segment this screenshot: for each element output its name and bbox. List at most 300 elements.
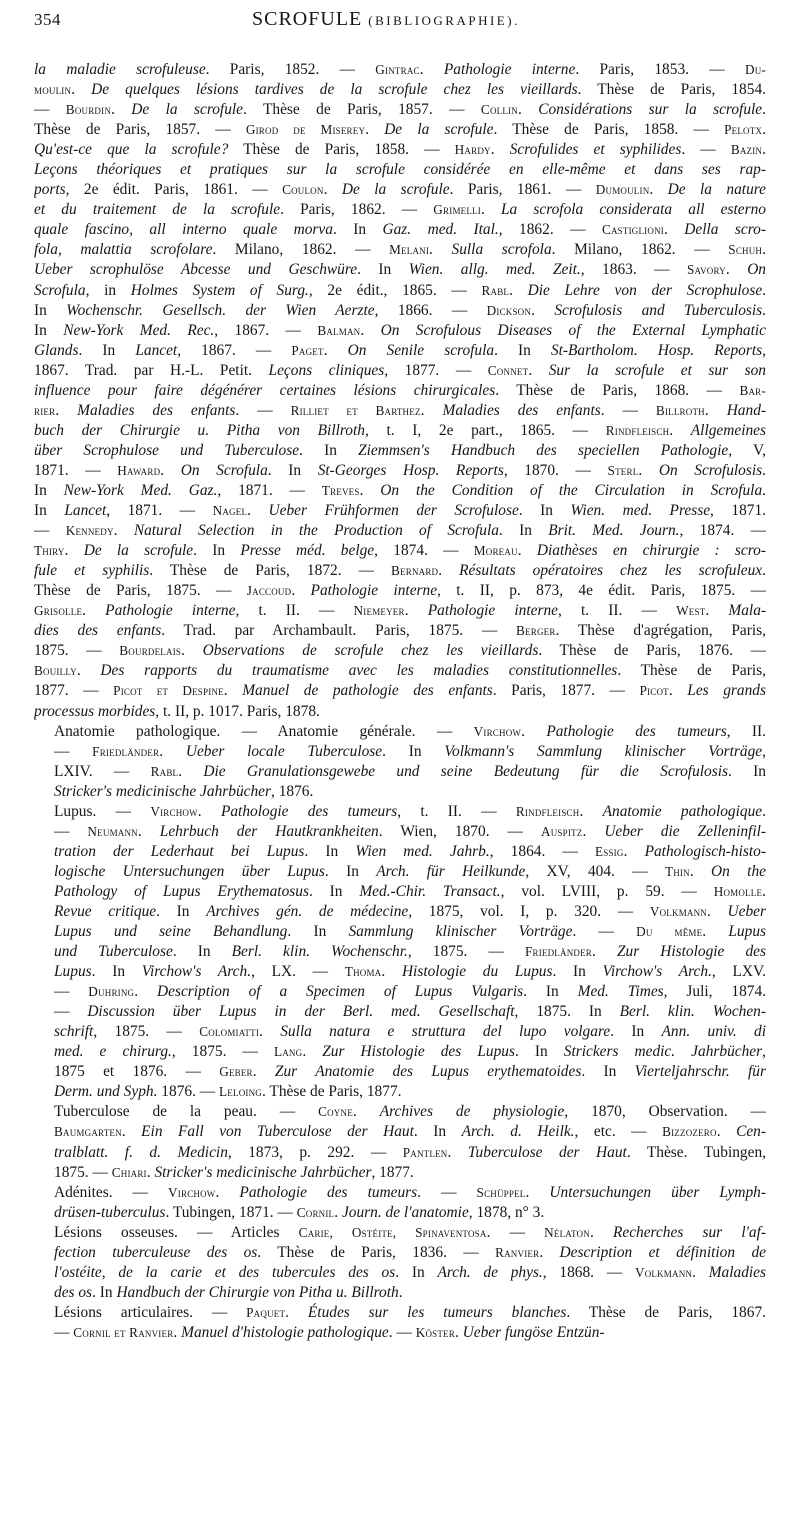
work-title: Untersuchungen über Lymph- — [549, 1183, 766, 1201]
author-name: West — [676, 603, 706, 619]
text-line — [34, 260, 766, 280]
citation-text: — — [54, 742, 93, 760]
citation-text: . — [480, 201, 501, 219]
citation-text: , 1876. — [271, 782, 314, 800]
work-title: la maladie scrofuleuse — [34, 61, 206, 78]
author-name: Bourdin — [65, 102, 112, 118]
citation-text: , 1862. — — [498, 221, 602, 239]
citation-text: . — [669, 421, 691, 439]
author-name: Melani — [389, 242, 430, 258]
citation-text: . In — [552, 963, 603, 981]
bibliography-body — [34, 60, 766, 1343]
citation-text: . Thèse. Tubingen, — [626, 1143, 766, 1161]
text-line — [34, 1163, 766, 1183]
work-title: Volkmann's Sammlung klinischer Vorträge — [444, 742, 763, 760]
text-line — [34, 1263, 766, 1283]
citation-text: . Wien, 1870. — — [378, 822, 541, 840]
citation-text: . — [285, 1303, 308, 1321]
work-title: Ueber scrophulöse Abcesse und Geschwüre — [34, 261, 358, 279]
citation-text: . — — [388, 1323, 416, 1341]
citation-text: . — [146, 1163, 155, 1181]
citation-text: . — [252, 1063, 275, 1081]
work-title: Pathologie interne — [310, 582, 438, 600]
citation-text: . — [438, 562, 460, 580]
citation-text: . — [173, 1323, 182, 1341]
work-title: Les grands — [687, 682, 766, 700]
author-name: Castiglioni — [601, 222, 664, 238]
citation-text: . — — [417, 1183, 477, 1201]
work-title: Journ. de l'anatomie — [341, 1203, 469, 1221]
work-title: Diathèses en chirurgie : scro- — [536, 542, 766, 560]
work-title: Glands — [34, 341, 79, 359]
text-line — [34, 702, 766, 722]
work-title: De la nature — [667, 181, 766, 199]
text-line — [34, 120, 766, 140]
citation-text: . — [638, 461, 659, 479]
author-name: Du- — [744, 62, 766, 77]
work-title: fola, malattia scrofolare — [34, 241, 213, 259]
author-name: Dumoulin — [595, 182, 650, 198]
work-title: Description et définition de — [559, 1243, 766, 1261]
text-line — [34, 561, 766, 581]
author-name: Rindfleisch — [515, 803, 580, 819]
citation-text: . — [159, 742, 186, 760]
text-line — [34, 401, 766, 421]
citation-text: . — [215, 1183, 240, 1201]
work-title: Résultats opératoires chez les scrofuleux — [459, 562, 763, 580]
citation-text: . — [762, 461, 766, 479]
citation-text: — — [34, 101, 66, 119]
text-line — [34, 321, 766, 341]
author-name: Bar- — [739, 382, 766, 398]
running-title-subtitle: (BIBLIOGRAPHIE). — [368, 13, 520, 28]
text-line — [34, 140, 766, 160]
work-title: Della scro- — [684, 221, 766, 239]
citation-text: , in — [85, 281, 131, 299]
citation-text: , XV, 404. — — [525, 862, 665, 880]
citation-text: , t. II, p. 873, 4e édit. Paris, 1875. — — [437, 582, 766, 600]
work-title: Arch. d. Heilk. — [461, 1123, 575, 1141]
author-name: Grisolle — [34, 603, 83, 619]
citation-text: . — [197, 802, 221, 820]
author-name: Thiry — [34, 543, 65, 559]
author-name: Du même — [636, 924, 703, 940]
text-line — [34, 1022, 766, 1042]
citation-text: . — [381, 963, 402, 981]
author-name: Picot — [639, 683, 669, 699]
citation-text: . — [76, 662, 101, 680]
author-name: Volkmann — [634, 1264, 693, 1280]
text-line — [34, 722, 766, 742]
text-line — [34, 541, 766, 561]
citation-text: . — [359, 481, 381, 499]
author-name: Köster — [415, 1324, 455, 1340]
citation-text: . — [668, 682, 688, 700]
citation-text: . — [291, 582, 311, 600]
work-title: Pathologie interne — [105, 602, 236, 620]
work-title: drüsen-tuberculus — [54, 1203, 166, 1221]
citation-text: . — [323, 181, 342, 199]
citation-text: . In — [172, 943, 232, 961]
citation-text: . — [762, 562, 766, 580]
work-title: dies des enfants — [34, 622, 162, 640]
citation-text: . In — [494, 341, 551, 359]
work-title: Pathologie des tumeurs — [546, 722, 727, 740]
citation-text: , 1873, p. 292. — — [227, 1143, 403, 1161]
author-name: Ranvier — [495, 1244, 540, 1260]
citation-text: , t. II. — — [235, 602, 354, 620]
text-line — [34, 521, 766, 541]
text-line — [34, 1082, 766, 1102]
work-title: buch der Chirurgie u. Pitha von Billroth — [34, 421, 365, 439]
author-name: Paget — [291, 342, 324, 358]
author-name: Thin — [664, 863, 690, 879]
citation-text: , 1874. — — [679, 522, 766, 540]
author-name: Neumann — [87, 823, 138, 839]
work-title: Scrofula — [34, 281, 86, 299]
author-name: Geber — [219, 1064, 253, 1080]
work-title: Ziemmsen's Handbuch des speciellen Pathologie — [358, 441, 729, 459]
author-name: Grimelli — [433, 202, 481, 218]
work-title: Manuel de pathologie des enfants — [242, 682, 493, 700]
text-line — [34, 1283, 766, 1303]
citation-text: . — [178, 762, 204, 780]
author-name: Bouilly — [34, 663, 77, 679]
text-line — [34, 621, 766, 641]
author-name: Balman — [317, 322, 361, 338]
text-line — [34, 601, 766, 621]
work-title: Scrofulosis and Tuberculosis — [554, 301, 763, 319]
work-title: Handbuch der Chirurgie von Pitha u. Billroth — [116, 1283, 399, 1301]
citation-text: , 2e édit., 1865. — — [308, 281, 482, 299]
work-title: St-Bartholom. Hosp. Reports — [550, 341, 763, 359]
work-title: Pathology of Lupus Erythematosus — [54, 882, 309, 900]
author-name: Picot et Despine — [113, 683, 224, 699]
text-line — [34, 1223, 766, 1243]
citation-text: Lupus. — — [54, 802, 151, 820]
citation-text: , 1878, n° 3. — [468, 1203, 545, 1221]
citation-text: . — [589, 1223, 613, 1241]
work-title: Histologie du Lupus — [401, 963, 553, 981]
work-title: et du traitement de la scrofule — [34, 201, 281, 219]
text-line — [34, 1062, 766, 1082]
work-title: des os — [54, 1283, 93, 1301]
citation-text: . — — [235, 401, 291, 419]
citation-text: — — [34, 522, 66, 540]
text-line — [34, 822, 766, 842]
work-title: ports — [34, 181, 66, 199]
citation-text: . In — [193, 542, 241, 560]
work-title: Allgemeines — [690, 421, 766, 439]
author-name: Hardy — [454, 142, 491, 158]
citation-text: Lésions osseuses. — Articles — [54, 1223, 299, 1241]
text-line — [34, 1323, 766, 1343]
work-title: med. e chirurg. — [54, 1043, 172, 1061]
citation-text: , 1863. — — [580, 261, 687, 279]
author-name: Schüppel — [476, 1184, 526, 1200]
citation-text: 1871. — — [34, 461, 118, 479]
work-title: Die Granulationsgewebe und seine Bedeutung für die Scrofulosis — [203, 762, 729, 780]
author-name: Sterl — [607, 462, 639, 478]
citation-text: . — [429, 241, 452, 259]
citation-text: . — [528, 361, 549, 379]
work-title: Tuberculose der Haut — [467, 1143, 627, 1161]
citation-text: . — [137, 822, 160, 840]
work-title: Ueber Frühformen der Scrofulose — [268, 502, 519, 520]
citation-text: . Paris, 1853. — — [575, 61, 745, 78]
citation-text: . — [447, 1143, 468, 1161]
citation-text: . — [704, 401, 727, 419]
citation-text: . — [302, 1043, 323, 1061]
citation-text: , 1871. — [710, 502, 766, 520]
work-title: On Scrofulosis — [658, 461, 763, 479]
citation-text: . Milano, 1862. — — [551, 241, 729, 259]
citation-text: . — [705, 602, 729, 620]
work-title: logische Untersuchungen über Lupus — [54, 862, 325, 880]
running-title — [184, 8, 766, 31]
citation-text: . In — [308, 882, 360, 900]
citation-text: . — [762, 241, 766, 259]
citation-text: . — [592, 943, 617, 961]
text-line — [34, 220, 766, 240]
bibliography-paragraph — [34, 1303, 766, 1343]
author-name: Nélaton — [544, 1224, 590, 1240]
author-name: rier — [34, 402, 56, 418]
work-title: St-Georges Hosp. Reports — [317, 461, 504, 479]
citation-text: . — [579, 802, 603, 820]
text-line — [34, 421, 766, 441]
work-title: De quelques lésions tardives de la scrofule chez les vieillards — [91, 81, 578, 99]
citation-text: . — [707, 902, 728, 920]
running-title-main: SCROFULE — [252, 8, 363, 30]
citation-text: , Juli, 1874. — [663, 983, 766, 1001]
work-title: Berl. klin. Wochen- — [619, 1003, 766, 1021]
author-name: Haward — [117, 462, 161, 478]
citation-text: , 1870, Observation. — — [564, 1103, 766, 1121]
citation-text: , LXV. — [711, 963, 766, 981]
work-title: On — [747, 261, 766, 279]
author-name: Coulon — [282, 182, 324, 198]
author-name: Connet — [487, 362, 529, 378]
citation-text: . In — [92, 1283, 117, 1301]
citation-text: In — [34, 481, 64, 499]
citation-text: 1875. — — [54, 1163, 112, 1181]
work-title: Lupus und seine Behandlung — [54, 923, 288, 941]
citation-text: , 1867. — — [177, 341, 292, 359]
citation-text: , V, — [728, 441, 766, 459]
citation-text: . In — [324, 862, 377, 880]
citation-text: . — [762, 101, 766, 119]
work-title: New-York Med. Gaz. — [63, 481, 218, 499]
work-title: Wien. allg. med. Zeit. — [408, 261, 581, 279]
citation-text: , 1877. — [371, 1163, 414, 1181]
author-name: Treves — [321, 482, 360, 498]
text-line — [34, 461, 766, 481]
work-title: Arch. de phys. — [437, 1263, 543, 1281]
bibliography-paragraph — [34, 60, 766, 722]
citation-text: 1877. — — [34, 682, 114, 700]
work-title: Pathologisch-histo- — [644, 842, 766, 860]
citation-text: Thèse de Paris, 1875. — — [34, 582, 247, 600]
work-title: Strickers medic. Jahrbücher — [563, 1043, 763, 1061]
citation-text: . — [649, 181, 668, 199]
citation-text: . In — [382, 742, 445, 760]
text-line — [34, 281, 766, 301]
citation-text: . In — [581, 1063, 635, 1081]
work-title: Zur Anatomie des Lupus erythematoides — [274, 1063, 582, 1081]
work-title: Lancet — [135, 341, 178, 359]
running-header — [34, 8, 766, 54]
text-line — [34, 240, 766, 260]
work-title: Berl. klin. Wochenschr. — [231, 943, 408, 961]
citation-text: . — [762, 121, 766, 139]
work-title: fection tuberculeuse des os — [54, 1243, 258, 1261]
author-name: Rilliet et Barthez — [290, 402, 421, 418]
author-name: Rabl — [150, 763, 179, 779]
work-title: Scrofulides et syphilides — [509, 141, 682, 159]
citation-text: . — [539, 1243, 560, 1261]
citation-text: . In — [610, 1023, 662, 1041]
work-title: Recherches sur l'af- — [612, 1223, 766, 1241]
work-title: Lupus — [54, 963, 92, 981]
work-title: processus morbides — [34, 702, 156, 720]
citation-text: . — — [572, 923, 637, 941]
work-title: Leçons théoriques et pratiques sur la scrofule considérée en elle-même et dans ses rap- — [34, 161, 766, 179]
work-title: Ann. univ. di — [661, 1023, 766, 1041]
citation-text: Lésions articulaires. — — [54, 1303, 247, 1321]
author-name: Jaccoud — [246, 583, 292, 599]
text-line — [34, 1303, 766, 1323]
citation-text: . — [716, 1123, 737, 1141]
work-title: Sulla natura e struttura del lupo volgare — [280, 1023, 611, 1041]
author-name: Girod de Miserey — [245, 122, 366, 138]
citation-text: , 1874. — — [374, 542, 474, 560]
work-title: Gaz. med. Ital. — [382, 221, 499, 239]
work-title: De la scrofule — [83, 542, 194, 560]
work-title: Sur la scrofule et sur son — [548, 361, 766, 379]
work-title: Sammlung klinischer Vorträge — [348, 923, 573, 941]
author-name: Essig — [594, 843, 624, 859]
work-title: Stricker's medicinische Jahrbücher — [54, 782, 271, 800]
work-title: Natural Selection in the Production of Scrofula — [133, 522, 499, 540]
citation-text: 1875. — — [34, 642, 120, 660]
work-title: Leçons cliniques — [268, 361, 385, 379]
author-name: Volkmann — [649, 903, 707, 919]
citation-text: . — [259, 1023, 281, 1041]
author-name: Thoma — [344, 964, 382, 980]
author-name: Carie, Ostéite, Spinaventosa — [298, 1224, 487, 1240]
work-title: Description of a Specimen of Lupus Vulgaris — [157, 983, 524, 1001]
citation-text: . Trad. par Archambault. Paris, 1875. — — [161, 622, 517, 640]
citation-text: . Paris, 1861. — — [449, 181, 596, 199]
citation-text: . — [121, 1123, 142, 1141]
work-title: Manuel d'histologie pathologique — [181, 1323, 389, 1341]
work-title: Wochenschr. Gesellsch. der Wien Aerzte — [66, 301, 375, 319]
work-title: Med.-Chir. Transact. — [359, 882, 501, 900]
author-name: Moreau — [473, 543, 518, 559]
citation-text: . — [517, 101, 539, 119]
author-name: Duhring — [88, 984, 135, 1000]
citation-text: . Thèse de Paris, 1836. — — [257, 1243, 496, 1261]
work-title: Stricker's medicinische Jahrbücher — [154, 1163, 372, 1181]
citation-text: . — [663, 221, 685, 239]
citation-text: . In — [78, 341, 136, 359]
text-line — [34, 681, 766, 701]
text-line — [34, 1183, 766, 1203]
work-title: Mala- — [728, 602, 766, 620]
citation-text: , t. I, 2e part., 1865. — — [364, 421, 606, 439]
citation-text: . Tubingen, 1871. — — [165, 1203, 297, 1221]
author-name: Rindfleisch — [605, 422, 670, 438]
citation-text: . Thèse de Paris, 1857. — — [243, 101, 481, 119]
author-name: Pelotx — [724, 122, 763, 138]
work-title: De la scrofule — [131, 101, 244, 119]
citation-text: . Thèse de Paris, 1858. — — [493, 121, 725, 139]
citation-text: . — [689, 862, 712, 880]
work-title: On the — [711, 862, 766, 880]
work-title: Des rapports du traumatisme avec les maladies constitutionnelles — [100, 662, 618, 680]
citation-text: . In — [514, 1043, 564, 1061]
work-title: l'ostéite, de la carie et des tubercules des os — [54, 1263, 396, 1281]
work-title: Ein Fall von Tuberculose der Haut — [141, 1123, 414, 1141]
bibliography-paragraph — [34, 802, 766, 1103]
author-name: Berger — [516, 623, 556, 639]
citation-text: . — — [486, 1223, 545, 1241]
text-line — [34, 762, 766, 782]
citation-text: , 1871. — — [106, 502, 213, 520]
citation-text: . — [420, 401, 443, 419]
citation-text: . — [762, 802, 766, 820]
citation-text: , — [762, 341, 766, 359]
citation-text: . In — [413, 1123, 462, 1141]
work-title: De la scrofule — [341, 181, 450, 199]
citation-text: , t. II. — — [397, 802, 516, 820]
author-name: Bazin — [730, 142, 763, 158]
citation-text: . — [247, 502, 269, 520]
work-title: On Senile scrofula — [347, 341, 495, 359]
citation-text: , vol. LVIII, p. 59. — — [500, 882, 714, 900]
work-title: La scrofola considerata all esterno — [500, 201, 766, 219]
work-title: Wien. med. Presse — [570, 502, 711, 520]
work-title: Maladies des enfants — [77, 401, 236, 419]
text-line — [34, 100, 766, 120]
author-name: Homolle — [713, 883, 763, 899]
citation-text: — — [54, 822, 88, 840]
citation-text: . — [725, 261, 748, 279]
citation-text: . — [334, 1203, 342, 1221]
work-title: quale fascino, all interno quale morva — [34, 221, 333, 239]
author-name: Cornil et Ranvier — [73, 1324, 174, 1340]
work-title: Derm. und Syph. — [54, 1083, 158, 1101]
citation-text: . — [181, 642, 203, 660]
citation-text: . — [521, 722, 547, 740]
work-title: Ueber fungöse Entzün- — [462, 1323, 605, 1341]
author-name: Leloing — [219, 1084, 262, 1100]
citation-text: . — [762, 481, 766, 499]
citation-text: . — [111, 101, 132, 119]
work-title: Considérations sur la scrofule — [538, 101, 763, 119]
work-title: Wien med. Jahrb. — [355, 842, 490, 860]
work-title: Ueber die Zelleninfil- — [604, 822, 766, 840]
work-title: Pathologie interne — [443, 61, 576, 78]
citation-text: . — [160, 461, 181, 479]
citation-text: . — — [681, 141, 731, 159]
work-title: influence pour faire dégénérer certaines lésions chirurgicales — [34, 381, 496, 399]
author-name: Schuh — [728, 242, 763, 258]
text-line — [34, 381, 766, 401]
citation-text: , 1875. In — [514, 1003, 620, 1021]
text-line — [34, 1243, 766, 1263]
